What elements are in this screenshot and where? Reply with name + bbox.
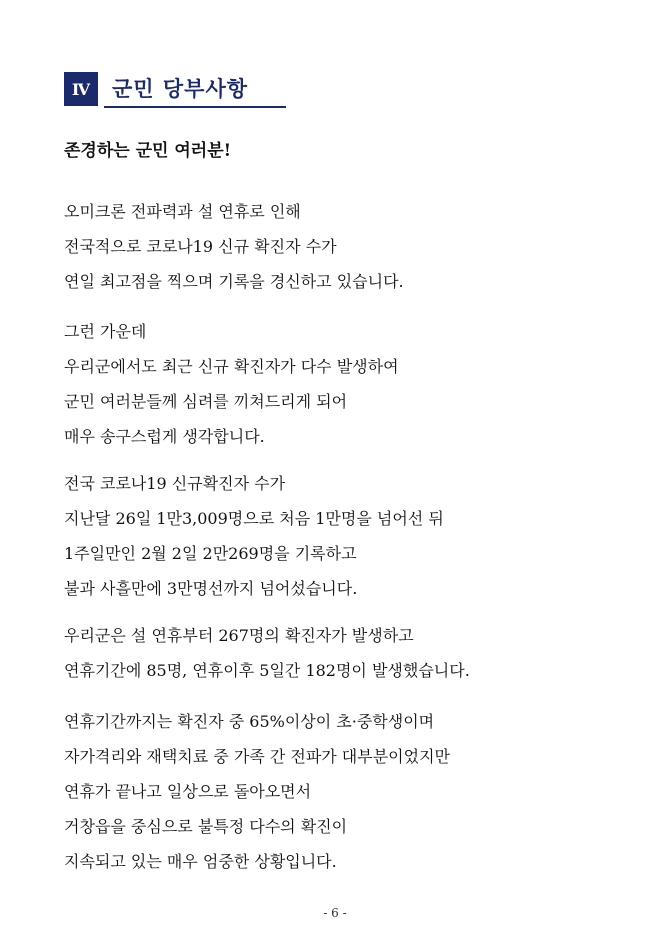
paragraph-line: 연휴기간에 85명, 연휴이후 5일간 182명이 발생했습니다. bbox=[64, 661, 470, 680]
paragraph-line: 전국적으로 코로나19 신규 확진자 수가 bbox=[64, 237, 337, 256]
section-underline bbox=[104, 106, 286, 108]
paragraph-line: 불과 사흘만에 3만명선까지 넘어섰습니다. bbox=[64, 579, 358, 598]
paragraph-line: 그런 가운데 bbox=[64, 322, 147, 341]
paragraph-5 bbox=[64, 704, 450, 879]
paragraph-line: 오미크론 전파력과 설 연휴로 인해 bbox=[64, 202, 301, 221]
paragraph-line: 지난달 26일 1만3,009명으로 처음 1만명을 넘어선 뒤 bbox=[64, 509, 444, 528]
paragraph-line: 매우 송구스럽게 생각합니다. bbox=[64, 427, 265, 446]
paragraph-line: 우리군에서도 최근 신규 확진자가 다수 발생하여 bbox=[64, 357, 399, 376]
paragraph-line: 자가격리와 재택치료 중 가족 간 전파가 대부분이었지만 bbox=[64, 747, 451, 766]
paragraph-line: 군민 여러분들께 심려를 끼쳐드리게 되어 bbox=[64, 392, 348, 411]
paragraph-3 bbox=[64, 466, 444, 606]
paragraph-line: 연일 최고점을 찍으며 기록을 경신하고 있습니다. bbox=[64, 272, 404, 291]
paragraph-line: 전국 코로나19 신규확진자 수가 bbox=[64, 474, 286, 493]
paragraph-line: 1주일만인 2월 2일 2만269명을 기록하고 bbox=[64, 544, 357, 563]
section-title: 군민 당부사항 bbox=[112, 77, 249, 101]
paragraph-1 bbox=[64, 194, 404, 299]
paragraph-2 bbox=[64, 314, 399, 454]
page-number: - 6 - bbox=[323, 906, 347, 920]
paragraph-4 bbox=[64, 618, 470, 688]
greeting: 존경하는 군민 여러분! bbox=[64, 141, 232, 161]
paragraph-line: 연휴기간까지는 확진자 중 65%이상이 초·중학생이며 bbox=[64, 712, 435, 731]
paragraph-line: 연휴가 끝나고 일상으로 돌아오면서 bbox=[64, 782, 312, 801]
paragraph-line: 거창읍을 중심으로 불특정 다수의 확진이 bbox=[64, 817, 348, 836]
section-header bbox=[64, 72, 286, 110]
paragraph-line: 지속되고 있는 매우 엄중한 상황입니다. bbox=[64, 852, 337, 871]
paragraph-line: 우리군은 설 연휴부터 267명의 확진자가 발생하고 bbox=[64, 626, 414, 645]
section-number-badge: Ⅳ bbox=[64, 72, 98, 106]
